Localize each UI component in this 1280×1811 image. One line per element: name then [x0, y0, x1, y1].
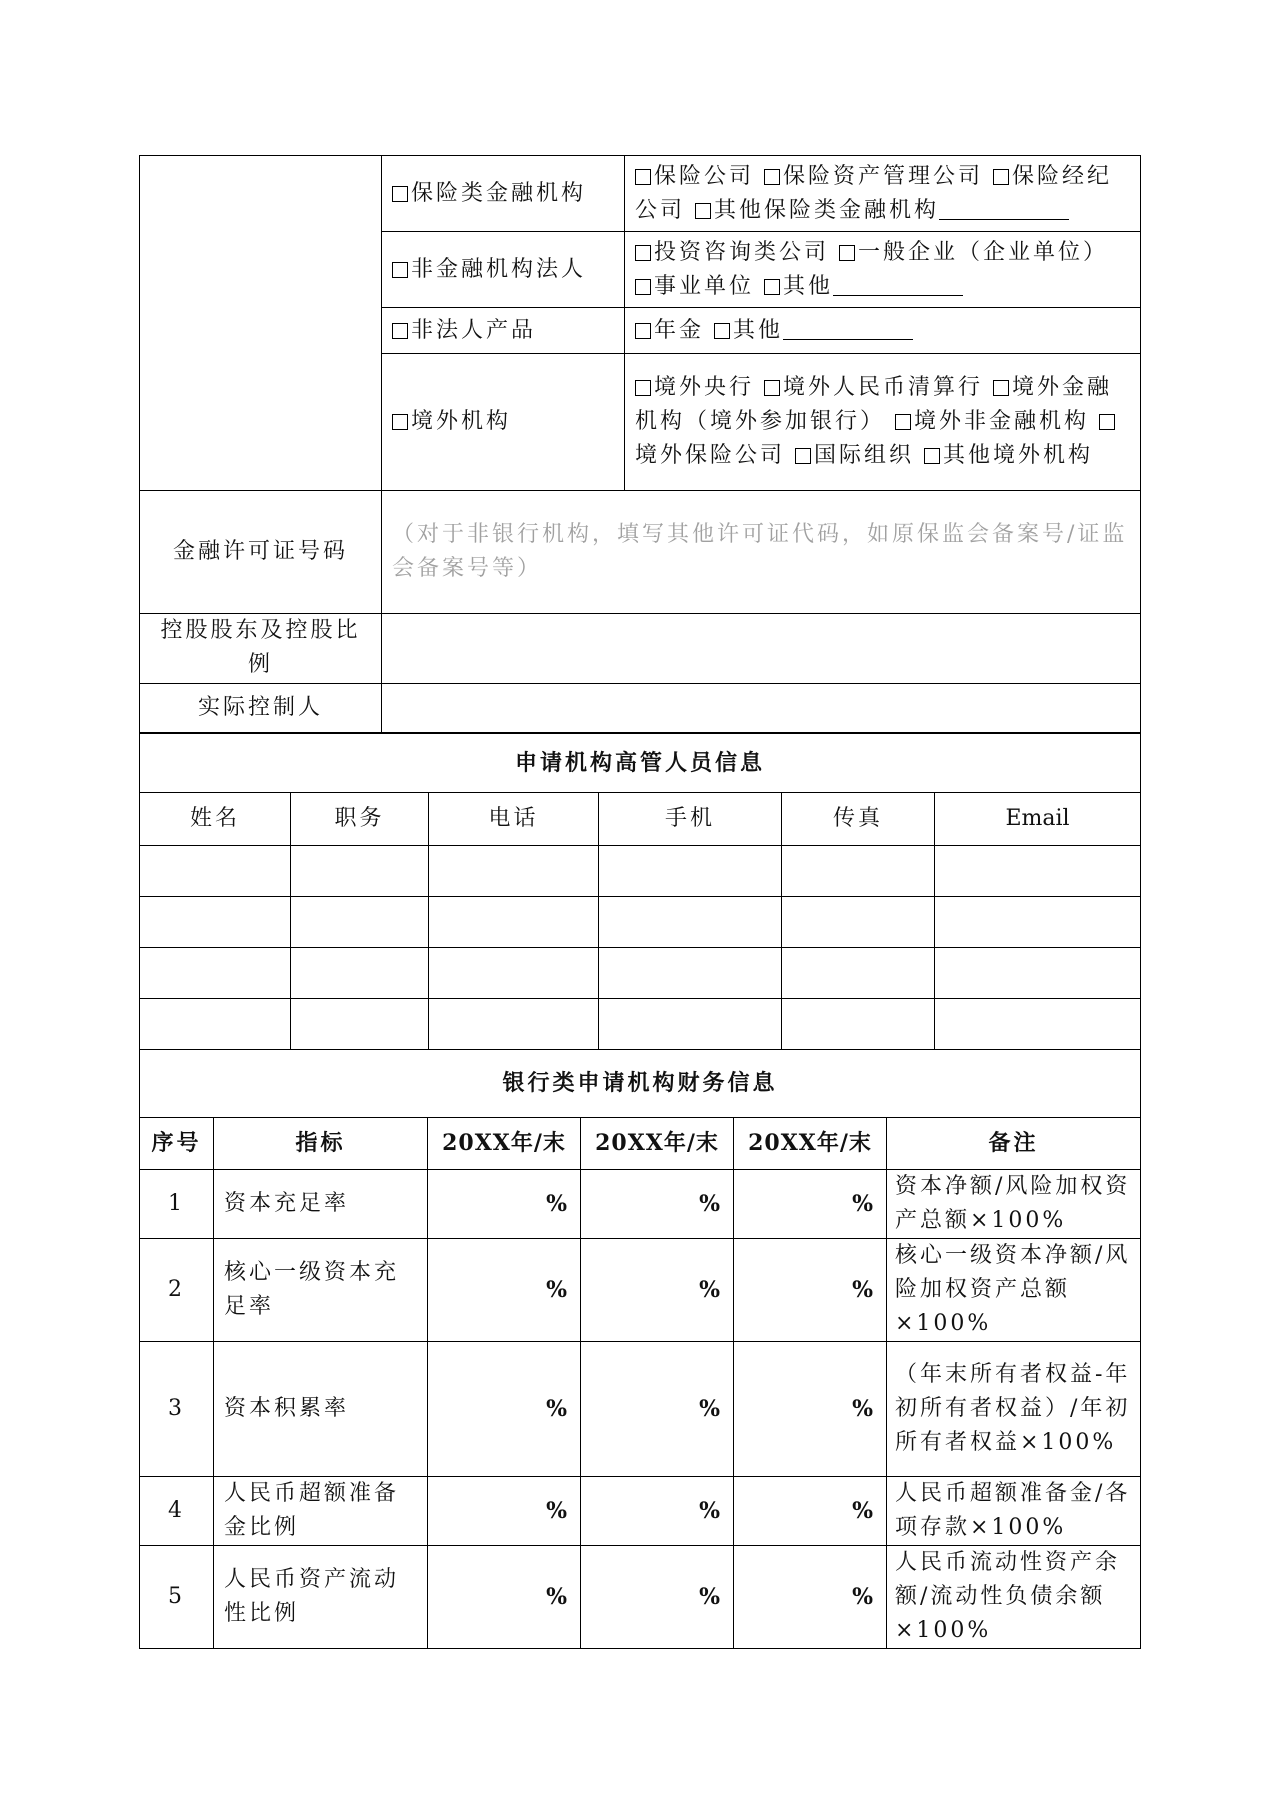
fin-value-cell[interactable]: % [581, 1341, 734, 1476]
exec-cell[interactable] [599, 897, 782, 948]
table-row [140, 1341, 1141, 1476]
exec-cell[interactable] [599, 846, 782, 897]
exec-cell[interactable] [782, 846, 935, 897]
form-page [139, 155, 1140, 1649]
exec-cell[interactable] [429, 999, 599, 1050]
fin-row-indicator: 资本积累率 [214, 1341, 428, 1476]
fin-value-cell[interactable]: % [734, 1476, 887, 1545]
checkbox-icon[interactable] [1099, 414, 1115, 430]
fill-blank[interactable] [833, 273, 963, 296]
fin-header-no: 序号 [140, 1117, 214, 1169]
holder-input[interactable] [382, 613, 1141, 683]
fill-blank[interactable] [783, 317, 913, 340]
license-input[interactable]: （对于非银行机构，填写其他许可证代码，如原保监会备案号/证监会备案号等） [382, 490, 1141, 613]
checkbox-icon[interactable] [764, 169, 780, 185]
exec-cell[interactable] [140, 999, 291, 1050]
fin-row-no: 4 [140, 1476, 214, 1545]
inst-overseas-options: 境外央行 境外人民币清算行 境外金融机构（境外参加银行） 境外非金融机构 境外保险公司 国际组织 其他境外机构 [625, 354, 1141, 491]
inst-type-table [139, 155, 1141, 491]
inst-nonfin-cell[interactable]: 非金融机构法人 [382, 232, 625, 308]
checkbox-icon[interactable] [635, 169, 651, 185]
fin-table [139, 1049, 1141, 1649]
inst-nonfin-options: 投资咨询类公司 一般企业（企业单位） 事业单位 其他 [625, 232, 1141, 308]
holder-label: 控股股东及控股比例 [140, 613, 382, 683]
exec-cell[interactable] [429, 948, 599, 999]
fin-value-cell[interactable]: % [734, 1545, 887, 1648]
fin-row-note: 人民币流动性资产余额/流动性负债余额×100% [887, 1545, 1141, 1648]
exec-section-title: 申请机构高管人员信息 [140, 733, 1141, 793]
exec-header-title: 职务 [291, 793, 429, 846]
fin-row-note: 人民币超额准备金/各项存款×100% [887, 1476, 1141, 1545]
exec-cell[interactable] [782, 948, 935, 999]
exec-header-email: Email [935, 793, 1141, 846]
basic-info-table [139, 490, 1141, 734]
exec-cell[interactable] [935, 846, 1141, 897]
checkbox-icon[interactable] [635, 279, 651, 295]
exec-cell[interactable] [291, 948, 429, 999]
checkbox-icon[interactable] [839, 245, 855, 261]
controller-label: 实际控制人 [140, 683, 382, 733]
table-row [140, 1545, 1141, 1648]
fin-row-indicator: 人民币超额准备金比例 [214, 1476, 428, 1545]
checkbox-icon[interactable] [924, 448, 940, 464]
fin-row-no: 2 [140, 1238, 214, 1341]
fin-header-year-3: 20XX年/末 [734, 1117, 887, 1169]
fin-value-cell[interactable]: % [581, 1169, 734, 1238]
controller-input[interactable] [382, 683, 1141, 733]
exec-header-fax: 传真 [782, 793, 935, 846]
fin-header-indicator: 指标 [214, 1117, 428, 1169]
fin-value-cell[interactable]: % [428, 1341, 581, 1476]
fin-value-cell[interactable]: % [428, 1169, 581, 1238]
inst-insurance-cell[interactable]: 保险类金融机构 [382, 156, 625, 232]
exec-table [139, 732, 1141, 1050]
fin-value-cell[interactable]: % [734, 1169, 887, 1238]
exec-cell[interactable] [140, 948, 291, 999]
fin-header-note: 备注 [887, 1117, 1141, 1169]
checkbox-icon[interactable] [993, 380, 1009, 396]
fin-row-note: （年末所有者权益-年初所有者权益）/年初所有者权益×100% [887, 1341, 1141, 1476]
fin-row-no: 5 [140, 1545, 214, 1648]
exec-header-mobile: 手机 [599, 793, 782, 846]
exec-header-phone: 电话 [429, 793, 599, 846]
inst-nonlegal-cell[interactable]: 非法人产品 [382, 308, 625, 354]
fin-row-note: 核心一级资本净额/风险加权资产总额×100% [887, 1238, 1141, 1341]
fin-header-year-1: 20XX年/末 [428, 1117, 581, 1169]
fin-value-cell[interactable]: % [428, 1238, 581, 1341]
checkbox-icon[interactable] [635, 245, 651, 261]
fin-value-cell[interactable]: % [734, 1341, 887, 1476]
exec-cell[interactable] [291, 999, 429, 1050]
fin-row-indicator: 人民币资产流动性比例 [214, 1545, 428, 1648]
fin-value-cell[interactable]: % [734, 1238, 887, 1341]
exec-cell[interactable] [935, 948, 1141, 999]
exec-cell[interactable] [291, 897, 429, 948]
checkbox-icon[interactable] [392, 262, 408, 278]
checkbox-icon[interactable] [764, 380, 780, 396]
exec-cell[interactable] [291, 846, 429, 897]
exec-cell[interactable] [599, 999, 782, 1050]
checkbox-icon[interactable] [635, 380, 651, 396]
checkbox-icon[interactable] [635, 323, 651, 339]
fill-blank[interactable] [939, 197, 1069, 220]
fin-value-cell[interactable]: % [581, 1476, 734, 1545]
checkbox-icon[interactable] [695, 203, 711, 219]
checkbox-icon[interactable] [764, 279, 780, 295]
fin-value-cell[interactable]: % [581, 1238, 734, 1341]
table-row [140, 1476, 1141, 1545]
checkbox-icon[interactable] [392, 414, 408, 430]
fin-row-no: 1 [140, 1169, 214, 1238]
exec-header-name: 姓名 [140, 793, 291, 846]
fin-row-note: 资本净额/风险加权资产总额×100% [887, 1169, 1141, 1238]
license-label: 金融许可证号码 [140, 490, 382, 613]
exec-cell[interactable] [140, 897, 291, 948]
checkbox-icon[interactable] [895, 414, 911, 430]
inst-overseas-cell[interactable]: 境外机构 [382, 354, 625, 491]
fin-row-indicator: 资本充足率 [214, 1169, 428, 1238]
exec-cell[interactable] [140, 846, 291, 897]
checkbox-icon[interactable] [993, 169, 1009, 185]
fin-value-cell[interactable]: % [428, 1476, 581, 1545]
fin-section-title: 银行类申请机构财务信息 [140, 1049, 1141, 1117]
inst-insurance-options: 保险公司 保险资产管理公司 保险经纪公司 其他保险类金融机构 [625, 156, 1141, 232]
exec-cell[interactable] [599, 948, 782, 999]
inst-nonlegal-options: 年金 其他 [625, 308, 1141, 354]
table-row [140, 846, 1141, 897]
fin-value-cell[interactable]: % [581, 1545, 734, 1648]
exec-cell[interactable] [782, 999, 935, 1050]
table-row [140, 1238, 1141, 1341]
table-row [140, 897, 1141, 948]
checkbox-icon[interactable] [392, 186, 408, 202]
checkbox-icon[interactable] [392, 323, 408, 339]
table-row [140, 999, 1141, 1050]
fin-value-cell[interactable]: % [428, 1545, 581, 1648]
exec-cell[interactable] [935, 897, 1141, 948]
exec-cell[interactable] [429, 846, 599, 897]
table-row [140, 948, 1141, 999]
exec-cell[interactable] [782, 897, 935, 948]
inst-type-left-cell [140, 156, 382, 491]
exec-cell[interactable] [429, 897, 599, 948]
checkbox-icon[interactable] [795, 448, 811, 464]
checkbox-icon[interactable] [714, 323, 730, 339]
fin-header-year-2: 20XX年/末 [581, 1117, 734, 1169]
fin-row-no: 3 [140, 1341, 214, 1476]
fin-row-indicator: 核心一级资本充足率 [214, 1238, 428, 1341]
exec-cell[interactable] [935, 999, 1141, 1050]
table-row [140, 1169, 1141, 1238]
